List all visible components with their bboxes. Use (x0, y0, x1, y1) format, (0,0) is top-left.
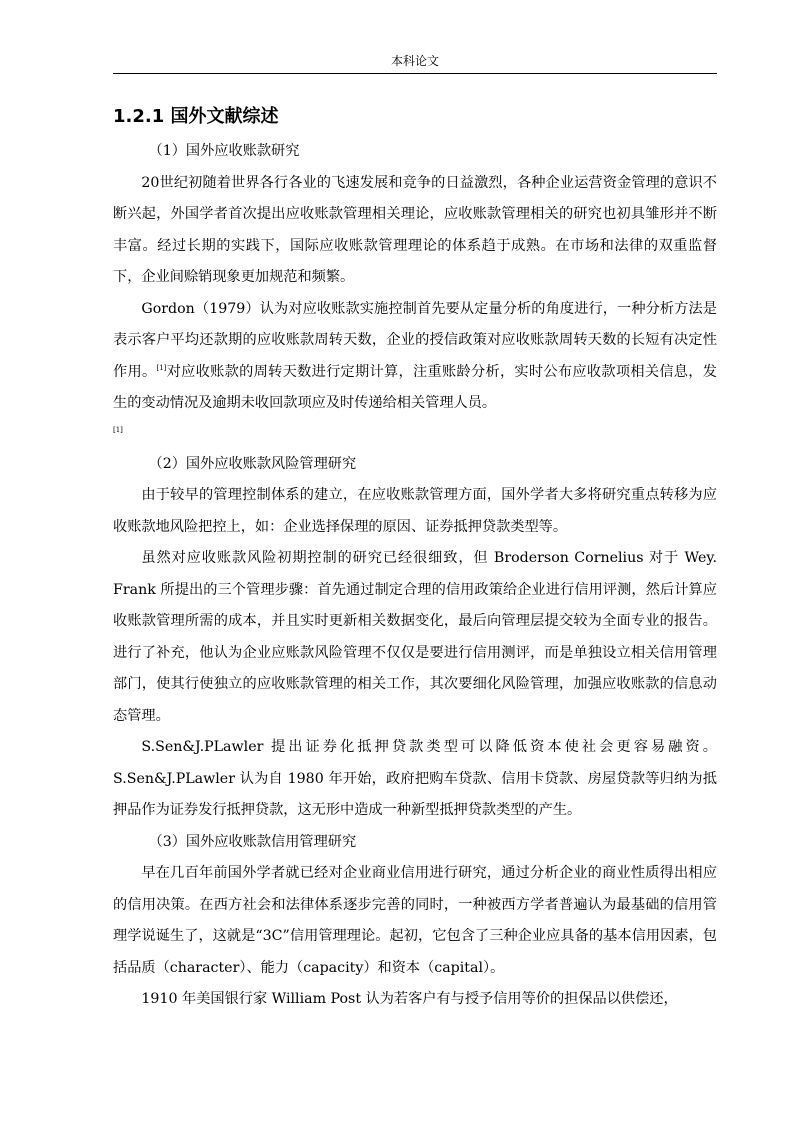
paragraph-6: 早在几百年前国外学者就已经对企业商业信用进行研究，通过分析企业的商业性质得出相应的信用决策。在西方社会和法律体系逐步完善的同时，一种被西方学者普遍认为最基础的信用管理学说诞生了，这就是“3C”信用管理理论。起初，它包含了三种企业应具备的基本信用因素，包括品质（character）、能力（capacity）和资本（capital）。 (113, 865, 717, 976)
paragraph-7: 1910 年美国银行家 William Post 认为若客户有与授予信用等价的担保品以供偿还， (141, 991, 678, 1007)
subsection-heading-2: （2）国外应收账款风险管理研究 (148, 455, 357, 472)
page-header: 本科论文 (390, 54, 439, 68)
paragraph-2-text-a: Gordon（1979）认为对应收账款实施控制首先要从定量分析的角度进行，一种分析方法是表示客户平均还款期的应收账款周转天数，企业的授信政策对应收账款周转天数的长短有决定性作用。 (113, 300, 717, 380)
paragraph-3: 由于较早的管理控制体系的建立，在应收账款管理方面，国外学者大多将研究重点转移为应收账款地风险把控上，如：企业选择保理的原因、证券抵押贷款类型等。 (113, 487, 717, 535)
citation-ref-tail: [1] (113, 425, 123, 434)
header-rule (113, 73, 717, 74)
paragraph-2 (113, 294, 717, 420)
section-title: 1.2.1 国外文献综述 (113, 106, 279, 127)
page-content (113, 104, 717, 1016)
citation-ref: [1] (156, 363, 167, 372)
subsection-heading-1: （1）国外应收账款研究 (148, 143, 300, 159)
paragraph-4: 虽然对应收账款风险初期控制的研究已经很细致，但 Broderson Cornelius 对于 Wey. Frank 所提出的三个管理步骤：首先通过制定合理的信用政策给企业进行信用评测，然后计算应收账款管理所需的成本，并且实时更新相关数据变化，最后向管理层提交较为全面专业的报告。进行了补充，他认为企业应账款风险管理不仅仅是要进行信用测评，而是单独设立相关信用管理部门，使其行使独立的应收账款管理的相关工作，其次要细化风险管理，加强应收账款的信息动态管理。 (113, 550, 717, 724)
paragraph-2-text-b: 对应收账款的周转天数进行定期计算，注重账龄分析，实时公布应收款项相关信息，发生的变动情况及逾期未收回款项应及时传递给相关管理人员。 (113, 363, 717, 411)
paragraph-1: 20世纪初随着世界各行各业的飞速发展和竞争的日益激烈，各种企业运营资金管理的意识不断兴起，外国学者首次提出应收账款管理相关理论，应收账款管理相关的研究也初具雏形并不断丰富。经过长期的实践下，国际应收账款管理理论的体系趋于成熟。在市场和法律的双重监督下，企业间赊销现象更加规范和频繁。 (113, 174, 717, 285)
paragraph-5: S.Sen&J.PLawler 提出证券化抵押贷款类型可以降低资本使社会更容易融资。S.Sen&J.PLawler 认为自 1980 年开始，政府把购车贷款、信用卡贷款、房屋贷款等归纳为抵押品作为证券发行抵押贷款，这无形中造成一种新型抵押贷款类型的产生。 (113, 739, 717, 818)
subsection-heading-3: （3）国外应收账款信用管理研究 (148, 833, 357, 850)
